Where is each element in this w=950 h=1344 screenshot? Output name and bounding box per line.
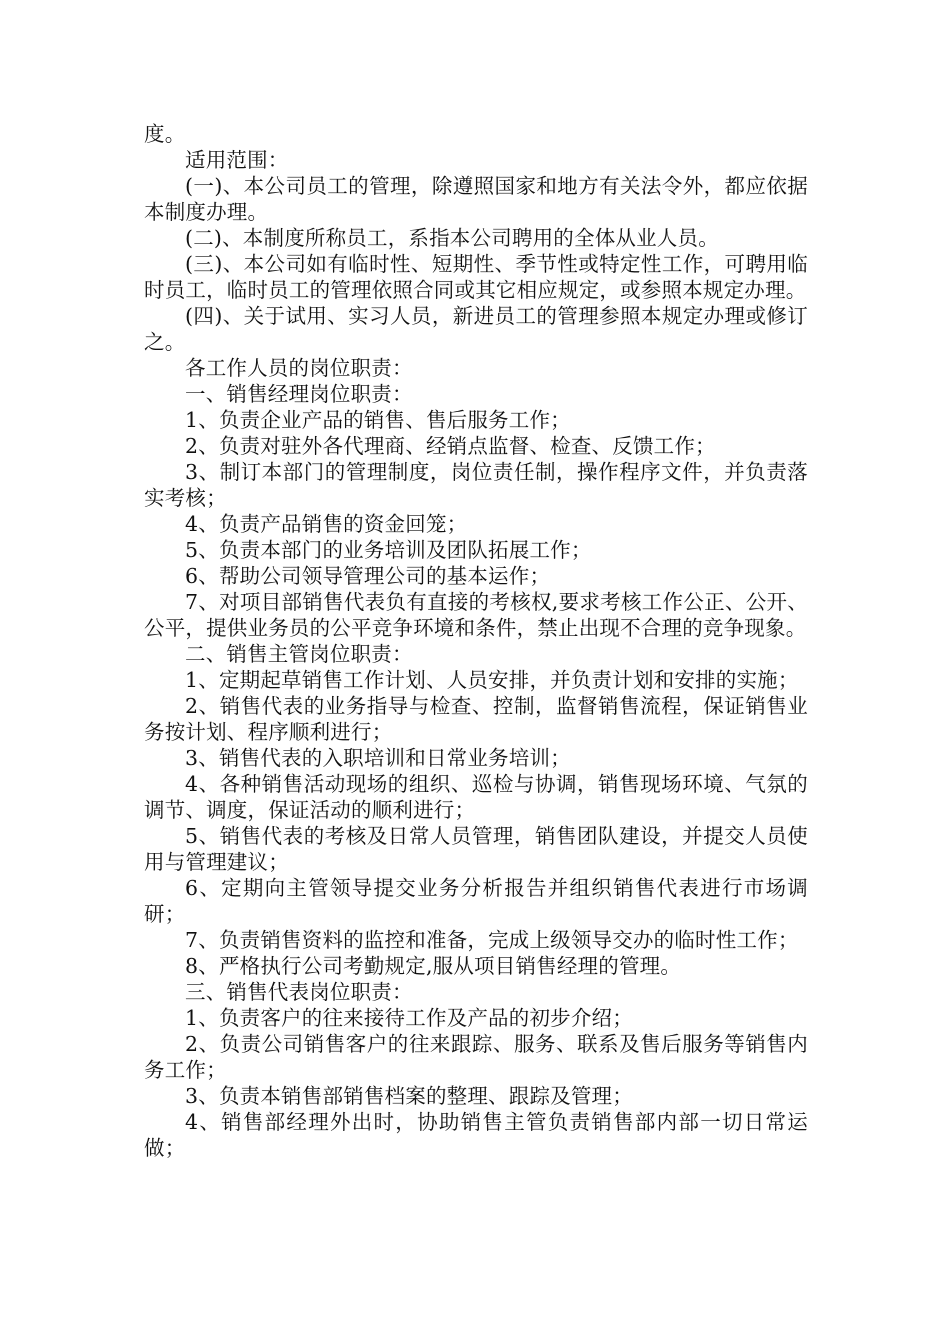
section-heading: 一、销售经理岗位职责： xyxy=(185,382,413,406)
list-item: 1、负责客户的往来接待工作及产品的初步介绍； xyxy=(185,1006,633,1030)
list-item: 7、负责销售资料的监控和准备，完成上级领导交办的临时性工作； xyxy=(185,928,799,952)
list-item: 2、销售代表的业务指导与检查、控制，监督销售流程，保证销售业务按计划、程序顺利进行； xyxy=(144,694,808,744)
list-item: 7、对项目部销售代表负有直接的考核权,要求考核工作公正、公开、公平，提供业务员的公平竞争环境和条件，禁止出现不合理的竞争现象。 xyxy=(144,590,808,640)
paragraph: (三)、本公司如有临时性、短期性、季节性或特定性工作，可聘用临时员工，临时员工的管理依照合同或其它相应规定，或参照本规定办理。 xyxy=(144,252,808,302)
section-heading: 二、销售主管岗位职责： xyxy=(185,642,413,666)
list-item: 4、各种销售活动现场的组织、巡检与协调，销售现场环境、气氛的调节、调度，保证活动的顺利进行； xyxy=(144,772,808,822)
list-item: 2、负责公司销售客户的往来跟踪、服务、联系及售后服务等销售内务工作； xyxy=(144,1032,808,1082)
paragraph: (一)、本公司员工的管理，除遵照国家和地方有关法令外，都应依据本制度办理。 xyxy=(144,174,808,224)
list-item: 5、销售代表的考核及日常人员管理，销售团队建设，并提交人员使用与管理建议； xyxy=(144,824,808,874)
list-item: 8、严格执行公司考勤规定,服从项目销售经理的管理。 xyxy=(185,954,682,978)
list-item: 3、制订本部门的管理制度，岗位责任制，操作程序文件，并负责落实考核； xyxy=(144,460,808,510)
list-item: 4、负责产品销售的资金回笼； xyxy=(185,512,468,536)
paragraph: (二)、本制度所称员工，系指本公司聘用的全体从业人员。 xyxy=(185,226,719,250)
list-item: 6、帮助公司领导管理公司的基本运作； xyxy=(185,564,551,588)
list-item: 3、负责本销售部销售档案的整理、跟踪及管理； xyxy=(185,1084,633,1108)
list-item: 6、定期向主管领导提交业务分析报告并组织销售代表进行市场调研； xyxy=(144,876,808,926)
section-heading: 各工作人员的岗位职责： xyxy=(185,356,413,380)
paragraph: 度。 xyxy=(144,122,186,146)
list-item: 2、负责对驻外各代理商、经销点监督、检查、反馈工作； xyxy=(185,434,716,458)
list-item: 1、定期起草销售工作计划、人员安排，并负责计划和安排的实施； xyxy=(185,668,799,692)
list-item: 4、销售部经理外出时，协助销售主管负责销售部内部一切日常运做； xyxy=(144,1110,808,1160)
section-heading: 三、销售代表岗位职责： xyxy=(185,980,413,1004)
list-item: 3、销售代表的入职培训和日常业务培训； xyxy=(185,746,571,770)
list-item: 1、负责企业产品的销售、售后服务工作； xyxy=(185,408,571,432)
document-body xyxy=(144,121,808,1161)
paragraph: 适用范围： xyxy=(185,148,289,172)
paragraph: (四)、关于试用、实习人员，新进员工的管理参照本规定办理或修订之。 xyxy=(144,304,808,354)
list-item: 5、负责本部门的业务培训及团队拓展工作； xyxy=(185,538,592,562)
